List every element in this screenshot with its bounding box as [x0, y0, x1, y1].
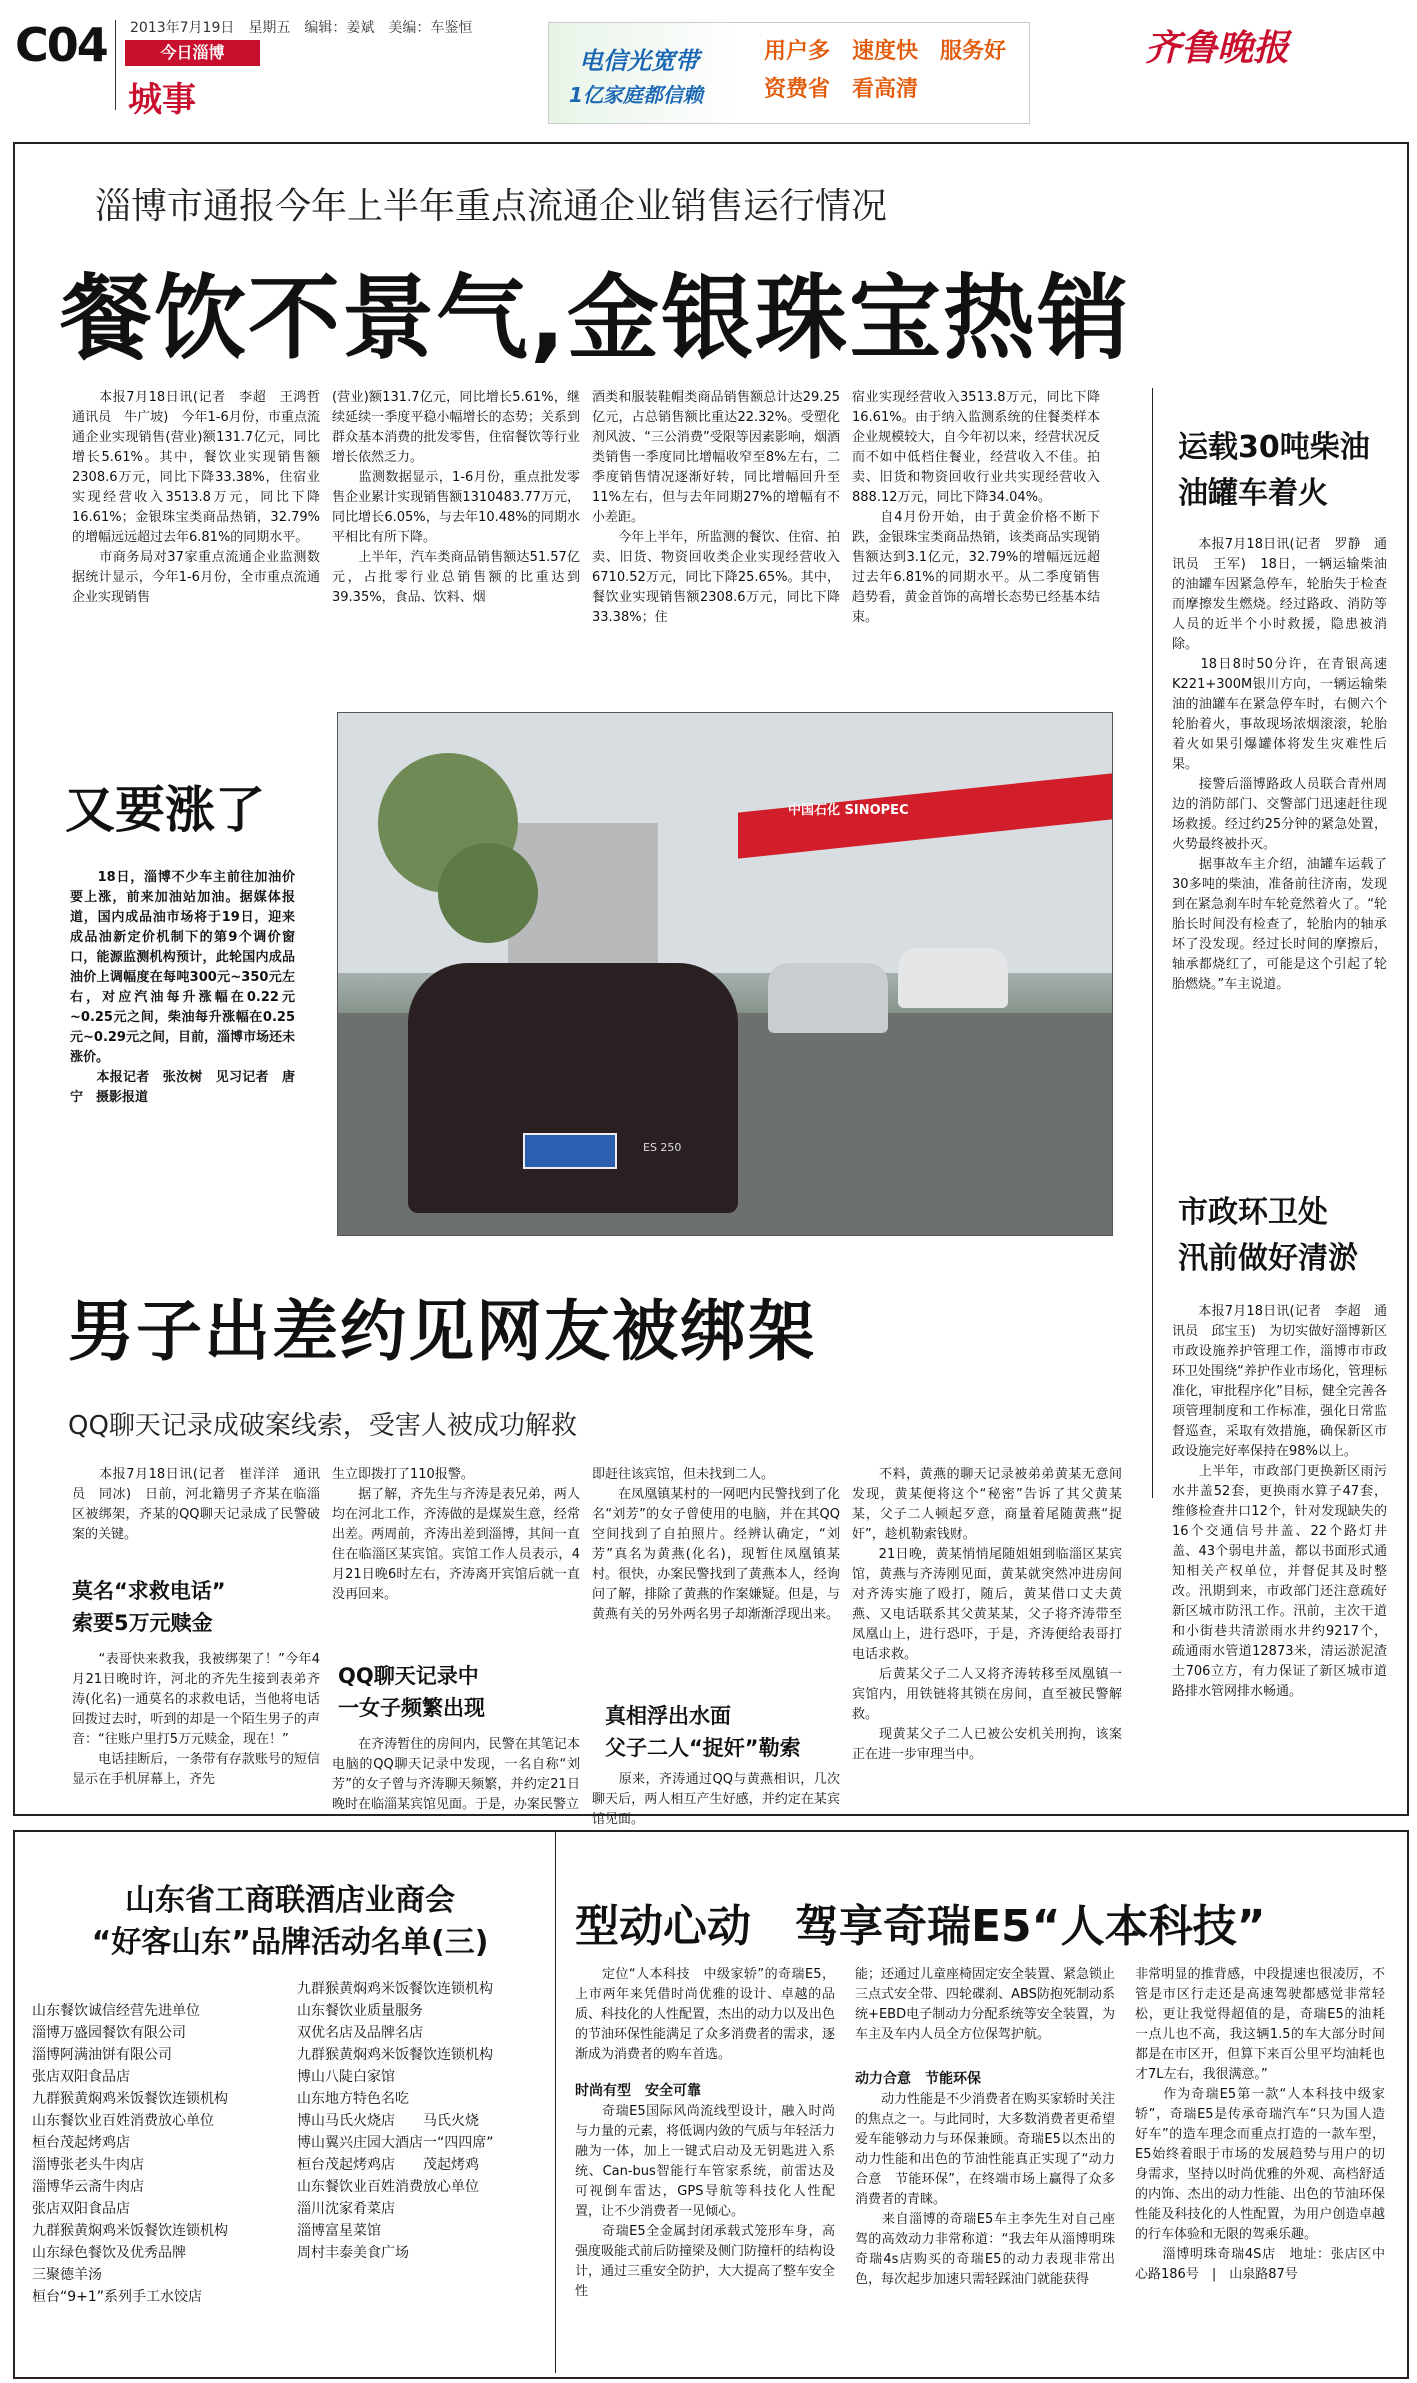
lead-column-1: 本报7月18日讯(记者 李超 王鸿哲 通讯员 牛广坡) 今年1-6月份，市重点流通企业实现销售(营业)额131.7亿元，同比增长5.61%。其中，餐饮业实现销售额2308.6万元，同比下降33.38%，住宿业实现经营收入3513.8万元，同比下降16.61%；金银珠宝类商品热销，32.79%的增幅远远超过去年6.81%的同期水平。 市商务局对37家重点流通企业监测数据统计显示，今年1-6月份，全市重点流通企业实现销售: [72, 390, 320, 605]
date-line: 2013年7月19日 星期五 编辑：姜斌 美编：车鉴恒: [130, 20, 473, 36]
lead-kicker: 淄博市通报今年上半年重点流通企业销售运行情况: [95, 186, 888, 227]
side-divider: [1152, 388, 1153, 1498]
side-body-cleanup: 本报7月18日讯(记者 李超 通讯员 邱宝玉) 为切实做好淄博新区市政设施养护管理工作，淄博市市政环卫处围绕“养护作业市场化，管理标准化，审批程序化”目标，健全完善各项管理制度和工作标准，强化日常监督巡查，采取有效措施，确保新区市政设施完好率保持在98%以上。 上半年，市政部门更换新区雨污水井盖52套，更换雨水算子47套，维修检查井口12个，针对发现缺失的16个交通信号井盖、22个路灯井盖、43个弱电井盖，都以书面形式通知相关产权单位，并督促其及时整改。汛期到来，市政部门还注意疏好新区城市防汛工作。汛前，主次干道和小街巷共清淤雨水井约9217个，疏通雨水管道12873米，清运淤泥渣土706立方，有力保证了新区城市道路排水管网排水畅通。: [1172, 1304, 1387, 1699]
kidnap-subtitle-3: 真相浮出水面 父子二人“捉奸”勒索: [605, 1704, 801, 1760]
list-column-1: 山东餐饮诚信经营先进单位 淄博万盛园餐饮有限公司 淄博阿满油饼有限公司 张店双阳食品店 九群猴黄焖鸡米饭餐饮连锁机构 山东餐饮业百姓消费放心单位 桓台茂起烤鸡店 淄博张老头牛肉店 淄博华云斋牛肉店 张店双阳食品店 九群猴黄焖鸡米饭餐饮连锁机构 山东绿色餐饮及优秀品牌 三聚德羊汤 桓台“9+1”系列手工水饺店: [32, 2003, 228, 2305]
photo-car-far: [898, 948, 1008, 1008]
car-ad-column-1b: 奇瑞E5国际风尚流线型设计，融入时尚与力量的元素，将低调内敛的气质与年轻活力融为一体，加上一键式启动及无钥匙进入系统、Can-bus智能行车管家系统，前雷达及可视倒车雷达，GPS导航等科技化人性配置，让不少消费者一见倾心。 奇瑞E5全金属封闭承载式笼形车身，高强度吸能式前后防撞梁及侧门防撞杆的结构设计，通过三重安全防护，大大提高了整车安全性: [575, 2104, 836, 2299]
lead-column-2: (营业)额131.7亿元，同比增长5.61%，继续延续一季度平稳小幅增长的态势；关系到群众基本消费的批发零售，住宿餐饮等行业增长依然乏力。 监测数据显示，1-6月份，重点批发零售企业累计实现销售额1310483.77万元，同比增长6.05%，与去年10.48%的同期水平相比有所下降。 上半年，汽车类商品销售额达51.57亿元，占批零行业总销售额的比重达到39.35%，食品、饮料、烟: [332, 390, 580, 605]
car-ad-column-3: 非常明显的推背感，中段提速也很凌厉，不管是市区行走还是高速驾驶都感觉非常轻松，更让我觉得超值的是，奇瑞E5的油耗一点儿也不高，我这辆1.5的车大部分时间都是在市区开，但算下来百公里平均油耗也才7L左右，我很满意。” 作为奇瑞E5第一款“人本科技中级家轿”，奇瑞E5是传承奇瑞汽车“只为国人造好车”的造车理念而重点打造的一款车型，E5始终着眼于市场的发展趋势与用户的切身需求，坚持以时尚优雅的外观、高档舒适的内饰、杰出的动力性能、出色的节油环保性能及科技化的人性配置，为用户创造卓越的行车体验和无限的驾乘乐趣。 淄博明珠奇瑞4S店 地址：张店区中心路186号 | 山泉路87号: [1135, 1967, 1385, 2282]
kidnap-headline: 男子出差约见网友被绑架: [68, 1293, 816, 1370]
side-headline-fire: 运载30吨柴油 油罐车着火: [1178, 430, 1370, 511]
car-ad-subtitle-1: 时尚有型 安全可靠: [575, 2083, 701, 2099]
kidnap-column-4: 不料，黄燕的聊天记录被弟弟黄某无意间发现，黄某便将这个“秘密”告诉了其父黄某某，父子二人顿起歹意，商量着尾随黄燕“捉奸”，趁机勒索钱财。 21日晚，黄某悄悄尾随姐姐到临淄区某宾馆，黄燕与齐涛刚见面，黄某就突然冲进房间对齐涛实施了殴打，随后，黄某借口丈夫黄燕、又电话联系其父黄某某，父子将齐涛带至凤凰山上，进行恐吓，于是，齐涛便给表哥打电话求救。 后黄某父子二人又将齐涛转移至凤凰镇一宾馆内，用铁链将其锁在房间，直至被民警解救。 现黄某父子二人已被公安机关刑拘，该案正在进一步审理当中。: [852, 1467, 1122, 1762]
car-ad-subtitle-2: 动力合意 节能环保: [855, 2071, 981, 2087]
photo-car-far: [768, 963, 888, 1033]
station-sign: 中国石化 SINOPEC: [788, 803, 909, 818]
telecom-ad-slogan: 1亿家庭都信赖: [569, 83, 703, 107]
car-ad-column-1[interactable]: 定位“人本科技 中级家轿”的奇瑞E5，上市两年来凭借时尚优雅的设计、卓越的品质、科技化的人性配置，杰出的动力以及出色的节油环保性能满足了众多消费者的需求，逐渐成为消费者的购车首选。: [575, 1967, 836, 2062]
region-tag: 今日淄博: [125, 40, 260, 66]
bottom-divider: [555, 1832, 556, 2373]
newspaper-logo: 齐鲁晚报: [1145, 27, 1290, 69]
car-ad-headline: 型动心动 驾享奇瑞E5“人本科技”: [575, 1901, 1266, 1952]
lead-column-4: 宿业实现经营收入3513.8万元，同比下降16.61%。由于纳入监测系统的住餐类样本企业规模较大，自今年初以来，经营状况反而不如中低档住餐业，经营收入不佳。拍卖、旧货和物资回收行业共实现经营收入888.12万元，同比下降34.04%。 自4月份开始，由于黄金价格不断下跌，金银珠宝类商品热销，该类商品实现销售额达到3.1亿元，32.79%的增幅远远超过去年6.81%的同期水平。从二季度销售趋势看，黄金首饰的高增长态势已经基本结束。: [852, 390, 1100, 625]
photo-car: [408, 963, 738, 1213]
oil-headline: 又要涨了: [65, 781, 265, 839]
oil-body: 18日，淄博不少车主前往加油价要上涨，前来加油站加油。据媒体报道，国内成品油市场将于19日，迎来成品油新定价机制下的第9个调价窗口，能源监测机构预计，此轮国内成品油价上调幅度在每吨300元~350元左右，对应汽油每升涨幅在0.22元~0.25元之间，柴油每升涨幅在0.25元~0.29元之间，目前，淄博市场还未涨价。 本报记者 张汝树 见习记者 唐宁 摄影报道: [70, 870, 295, 1105]
header-divider: [115, 20, 116, 110]
kidnap-subhead: QQ聊天记录成破案线索，受害人被成功解救: [68, 1411, 577, 1441]
kidnap-column-1b: “表哥快来救我，我被绑架了！”今年4月21日晚时许，河北的齐先生接到表弟齐涛(化名)一通莫名的求救电话，当他将电话回拨过去时，听到的却是一个陌生男子的声音：“往账户里打5万元赎金，现在！” 电话挂断后，一条带有存款账号的短信显示在手机屏幕上，齐先: [72, 1652, 320, 1787]
car-ad-column-2b: 动力性能是不少消费者在购买家轿时关注的焦点之一。与此同时，大多数消费者更希望爱车能够动力与环保兼顾。奇瑞E5以杰出的动力性能和出色的节油性能真正实现了“动力合意 节能环保”，在终端市场上赢得了众多消费者的青睐。 来自淄博的奇瑞E5车主李先生对自己座驾的高效动力非常称道：“我去年从淄博明珠奇瑞4s店购买的奇瑞E5的动力表现非常出色，每次起步加速只需轻踩油门就能获得: [855, 2092, 1116, 2287]
side-headline-cleanup: 市政环卫处 汛前做好清淤: [1178, 1195, 1358, 1276]
kidnap-column-2: 生立即拨打了110报警。 据了解，齐先生与齐涛是表兄弟，两人均在河北工作，齐涛做的是煤炭生意，经常出差。两周前，齐涛出差到淄博，其间一直住在临淄区某宾馆。宾馆工作人员表示，4月21日晚6时左右，齐涛离开宾馆后就一直没再回来。: [332, 1467, 580, 1602]
kidnap-subtitle-2: QQ聊天记录中 一女子频繁出现: [338, 1664, 485, 1720]
lead-headline: 餐饮不景气,金银珠宝热销: [60, 265, 1131, 372]
gas-station-photo: [337, 712, 1113, 1236]
car-plate: [523, 1133, 617, 1169]
kidnap-column-3b: 原来，齐涛通过QQ与黄燕相识，几次聊天后，两人相互产生好感，并约定在某宾馆见面。: [592, 1772, 840, 1827]
kidnap-column-3: 即赶往该宾馆，但未找到二人。 在凤凰镇某村的一网吧内民警找到了化名“刘芳”的女子曾使用的电脑，并在其QQ空间找到了自拍照片。经辨认确定，“刘芳”真名为黄燕(化名)，现暂住凤凰镇某村。很快，办案民警找到了黄燕本人，经询问了解，排除了黄燕的作案嫌疑。但是，与黄燕有关的另外两名男子却渐渐浮现出来。: [592, 1467, 840, 1622]
lead-column-3: 酒类和服装鞋帽类商品销售额总计达29.25亿元，占总销售额比重达22.32%。受塑化剂风波、“三公消费”受限等因素影响，烟酒类销售一季度同比增幅收窄至8%左右，二季度销售情况逐渐好转，同比增幅回升至11%左右，但与去年同期27%的增幅有不小差距。 今年上半年，所监测的餐饮、住宿、拍卖、旧货、物资回收类企业实现经营收入6710.52万元，同比下降25.65%。其中，餐饮业实现销售额2308.6万元，同比下降33.38%；住: [592, 390, 840, 625]
kidnap-column-1: 本报7月18日讯(记者 崔洋洋 通讯员 同冰) 日前，河北籍男子齐某在临淄区被绑架，齐某的QQ聊天记录成了民警破案的关键。: [72, 1467, 320, 1542]
telecom-ad[interactable]: [548, 22, 1030, 124]
photo-tree: [438, 843, 538, 943]
telecom-ad-features: 用户多 速度快 服务好 资费省 看高清: [764, 39, 1007, 102]
telecom-ad-brand: 电信光宽带: [579, 47, 699, 75]
list-column-2: 九群猴黄焖鸡米饭餐饮连锁机构 山东餐饮业质量服务 双优名店及品牌名店 九群猴黄焖鸡米饭餐饮连锁机构 博山八陡白家馆 山东地方特色名吃 博山马氏火烧店 马氏火烧 博山翼兴庄园大酒店一“四四席” 桓台茂起烤鸡店 茂起烤鸡 山东餐饮业百姓消费放心单位 淄川沈家肴菜店 淄博富星菜馆 周村丰泰美食广场: [297, 1981, 494, 2261]
side-body-fire: 本报7月18日讯(记者 罗静 通讯员 王军) 18日，一辆运输柴油的油罐车因紧急停车，轮胎失于检查而摩擦发生燃烧。经过路政、消防等人员的近半个小时救援，隐患被消除。 18日8时50分许，在青银高速K221+300M银川方向，一辆运输柴油的油罐车在紧急停车时，右侧六个轮胎着火，事故现场浓烟滚滚，轮胎着火如果引爆罐体将发生灾难性后果。 接警后淄博路政人员联合青州周边的消防部门、交警部门迅速赶往现场救援。经过约25分钟的紧急处置，火势最终被扑灭。 据事故车主介绍，油罐车运载了30多吨的柴油，准备前往济南，发现到在紧急刹车时车轮竟然着火了。“轮胎长时间没有检查了，轮胎内的轴承坏了没发现。经过长时间的摩擦后，轴承都烧红了，可能是这个引起了轮胎燃烧。”车主说道。: [1172, 537, 1387, 992]
car-model-badge: ES 250: [643, 1141, 682, 1154]
page-number: C04: [15, 18, 107, 72]
kidnap-column-2b: 在齐涛暂住的房间内，民警在其笔记本电脑的QQ聊天记录中发现，一名自称“刘芳”的女子曾与齐涛聊天频繁，并约定21日晚时在临淄某宾馆见面。于是，办案民警立: [332, 1737, 580, 1812]
car-ad-column-2: 能；还通过儿童座椅固定安全装置、紧急锁止三点式安全带、四轮碟刹、ABS防抱死制动系统+EBD电子制动力分配系统等安全装置，为车主及车内人员全方位保驾护航。: [855, 1967, 1116, 2042]
section-title: 城事: [128, 80, 196, 120]
list-title: 山东省工商联酒店业商会 “好客山东”品牌活动名单(三): [91, 1883, 489, 1960]
kidnap-subtitle-1: 莫名“求救电话” 索要5万元赎金: [72, 1579, 226, 1635]
